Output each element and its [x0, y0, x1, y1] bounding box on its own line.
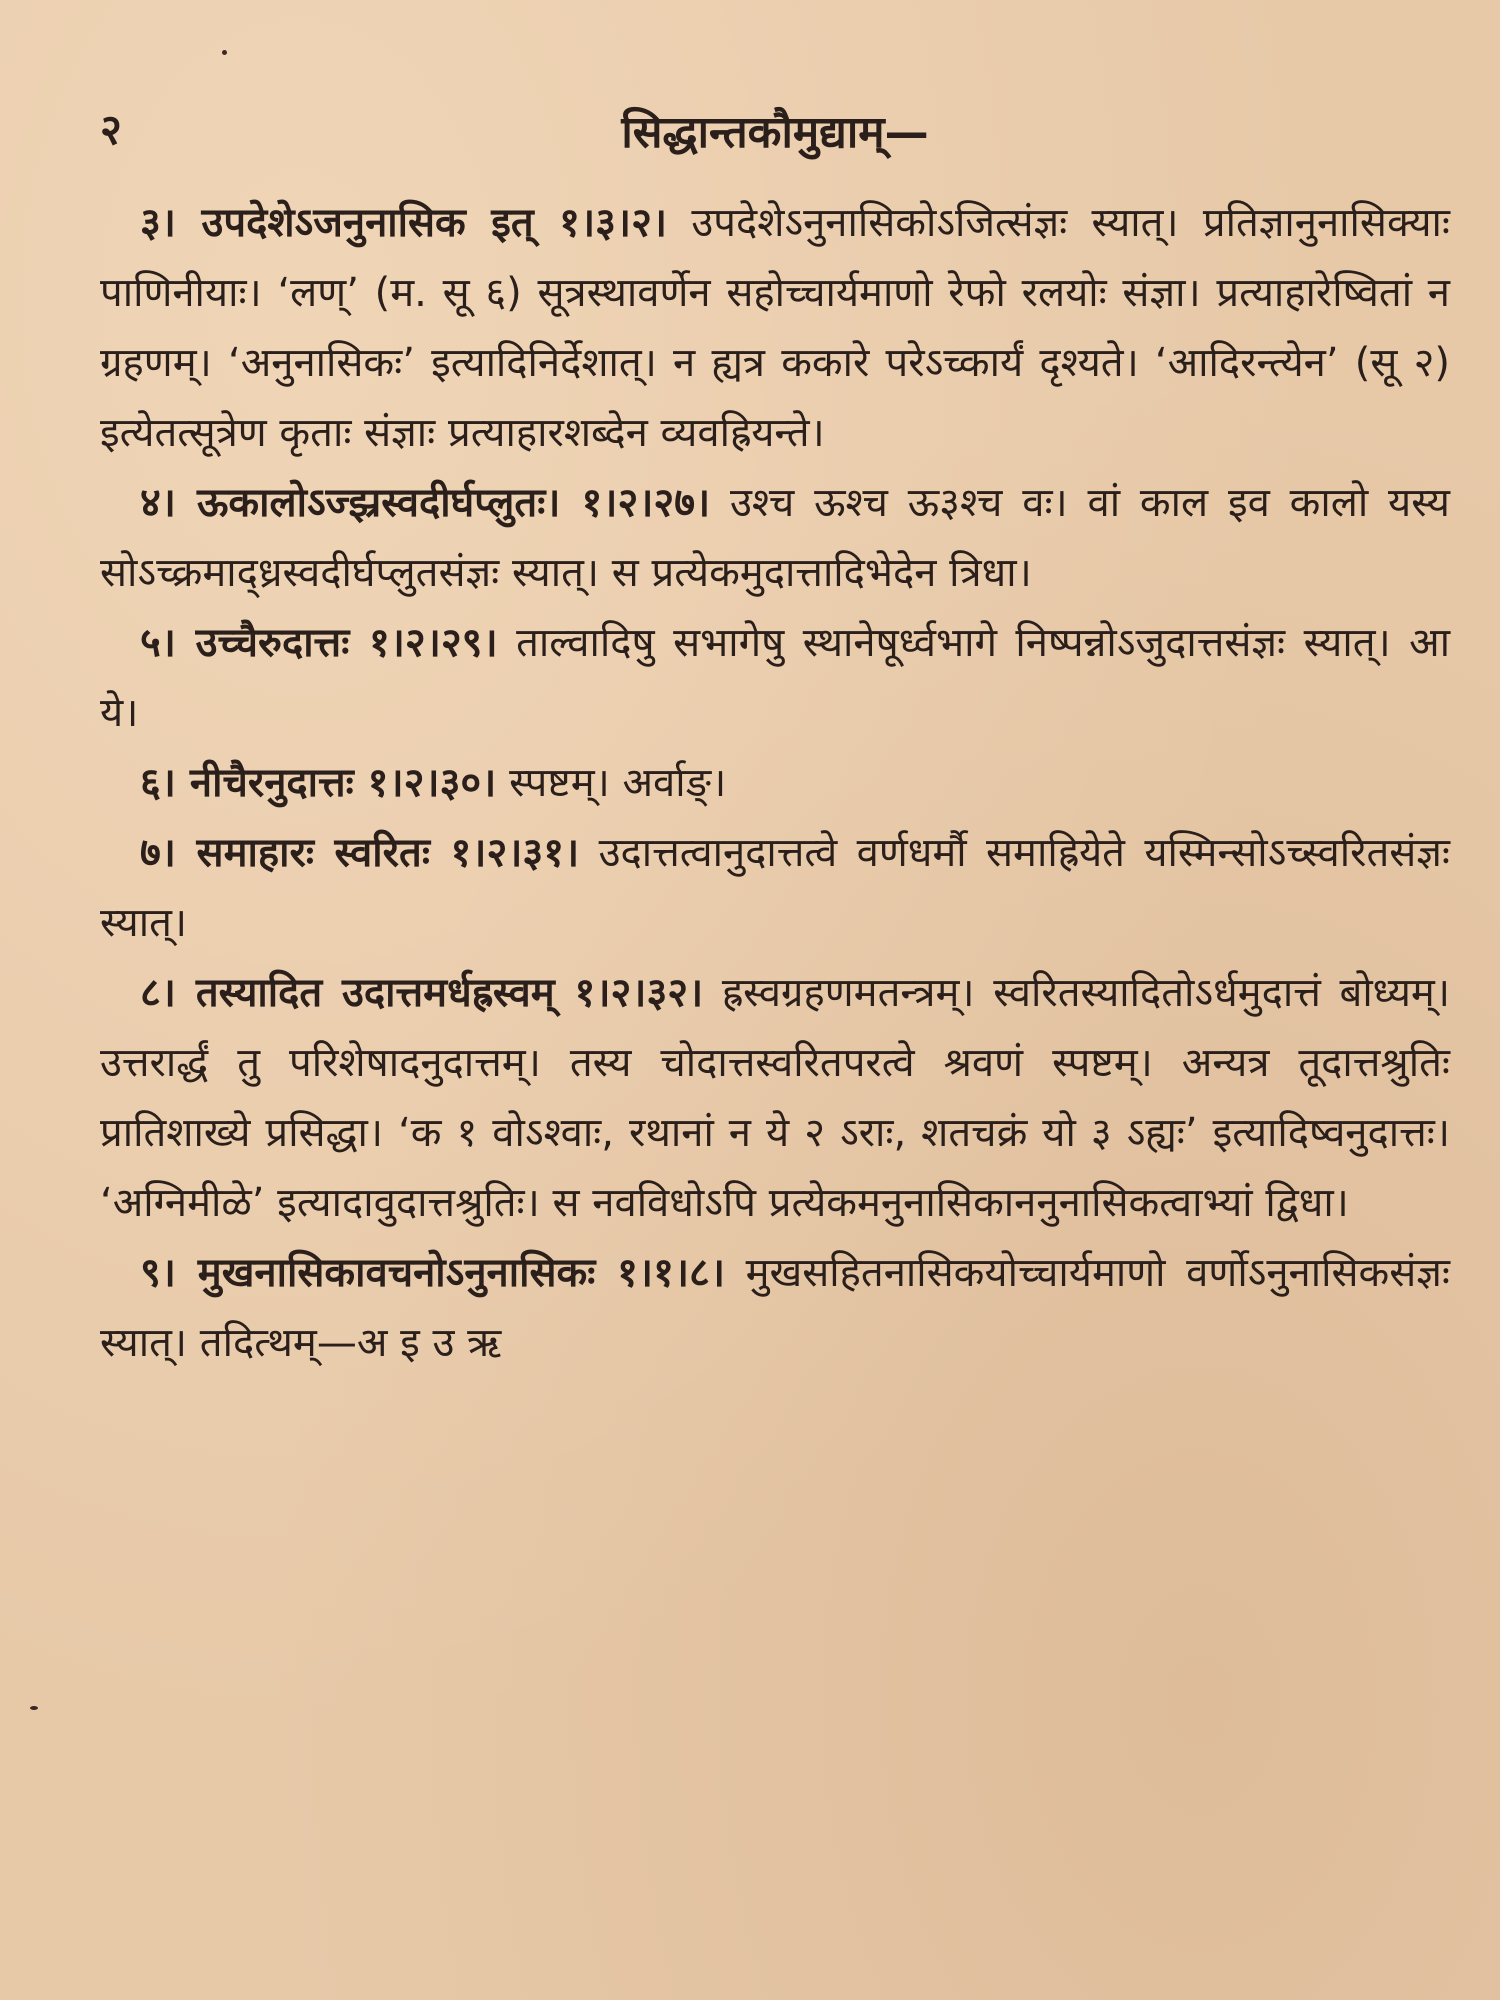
sutra-paragraph-6 — [100, 748, 1450, 818]
sutra-commentary: ह्रस्वग्रहणमतन्त्रम्। स्वरितस्यादितोऽर्धमुदात्तं बोध्यम्। उत्तरार्द्धं तु परिशेषादनुदात्तम्। तस्य चोदात्तस्वरितपरत्वे श्रवणं स्पष्टम्। अन्यत्र तूदात्तश्रुतिः प्रातिशाख्ये प्रसिद्धा। ‘क १ वोऽश्वाः, रथानां न ये २ ऽराः, शतचक्रं यो ३ ऽह्यः’ इत्यादिष्वनुदात्तः। ‘अग्निमीळे’ इत्यादावुदात्तश्रुतिः। स नवविधोऽपि प्रत्येकमनुनासिकाननुनासिकत्वाभ्यां द्विधा। — [100, 970, 1451, 1226]
page-header — [100, 100, 1450, 170]
sutra-paragraph-5 — [100, 608, 1450, 748]
running-title: सिद्धान्तकौमुद्याम्— — [621, 107, 929, 158]
sutra-commentary: स्पष्टम्। अर्वाङ्। — [509, 760, 727, 806]
sutra-heading: ४। ऊकालोऽज्झ्रस्वदीर्घप्लुतः। १।२।२७। — [140, 480, 711, 526]
sutra-paragraph-9 — [100, 1238, 1450, 1378]
page-number: २ — [100, 105, 122, 154]
ink-speck — [222, 50, 227, 55]
sutra-commentary: उपदेशेऽनुनासिकोऽजित्संज्ञः स्यात्। प्रतिज्ञानुनासिक्याः पाणिनीयाः। ‘लण्’ (म. सू ६) सूत्रस्थावर्णेन सहोच्चार्यमाणो रेफो रलयोः संज्ञा। प्रत्याहारेष्वितां न ग्रहणम्। ‘अनुनासिकः’ इत्यादिनिर्देशात्। न ह्यत्र ककारे परेऽच्कार्यं दृश्यते। ‘आदिरन्त्येन’ (सू २) इत्येतत्सूत्रेण कृताः संज्ञाः प्रत्याहारशब्देन व्यवह्रियन्ते। — [100, 200, 1450, 456]
sutra-commentary: ताल्वादिषु सभागेषु स्थानेषूर्ध्वभागे निष्पन्नोऽजुदात्तसंज्ञः स्यात्। आ ये। — [100, 620, 1450, 736]
sutra-heading: ५। उच्चैरुदात्तः १।२।२९। — [140, 620, 498, 666]
sutra-heading: ७। समाहारः स्वरितः १।२।३१। — [140, 830, 580, 876]
sutra-commentary: उश्च ऊश्च ऊ३श्च वः। वां काल इव कालो यस्य सोऽच्क्रमाद्ध्रस्वदीर्घप्लुतसंज्ञः स्यात्। स प्रत्येकमुदात्तादिभेदेन त्रिधा। — [100, 480, 1450, 596]
sutra-commentary: मुखसहितनासिकयोच्चार्यमाणो वर्णोऽनुनासिकसंज्ञः स्यात्। तदित्थम्—अ इ उ ऋ — [100, 1250, 1450, 1366]
sutra-paragraph-8 — [100, 958, 1450, 1238]
ink-speck — [30, 1706, 38, 1710]
sutra-heading: ९। मुखनासिकावचनोऽनुनासिकः १।१।८। — [140, 1250, 726, 1296]
sutra-heading: ६। नीचैरनुदात्तः १।२।३०। — [140, 760, 497, 806]
sutra-paragraph-7 — [100, 818, 1450, 958]
sutra-paragraph-4 — [100, 468, 1450, 608]
sutra-paragraph-3 — [100, 188, 1450, 468]
book-page — [100, 100, 1450, 1980]
sutra-commentary: उदात्तत्वानुदात्तत्वे वर्णधर्मौ समाह्रियेते यस्मिन्सोऽच्स्वरितसंज्ञः स्यात्। — [100, 830, 1450, 946]
main-text — [100, 188, 1450, 1378]
sutra-heading: ३। उपदेशेऽजनुनासिक इत् १।३।२। — [140, 200, 668, 246]
sutra-heading: ८। तस्यादित उदात्तमर्धह्रस्वम् १।२।३२। — [140, 970, 704, 1016]
